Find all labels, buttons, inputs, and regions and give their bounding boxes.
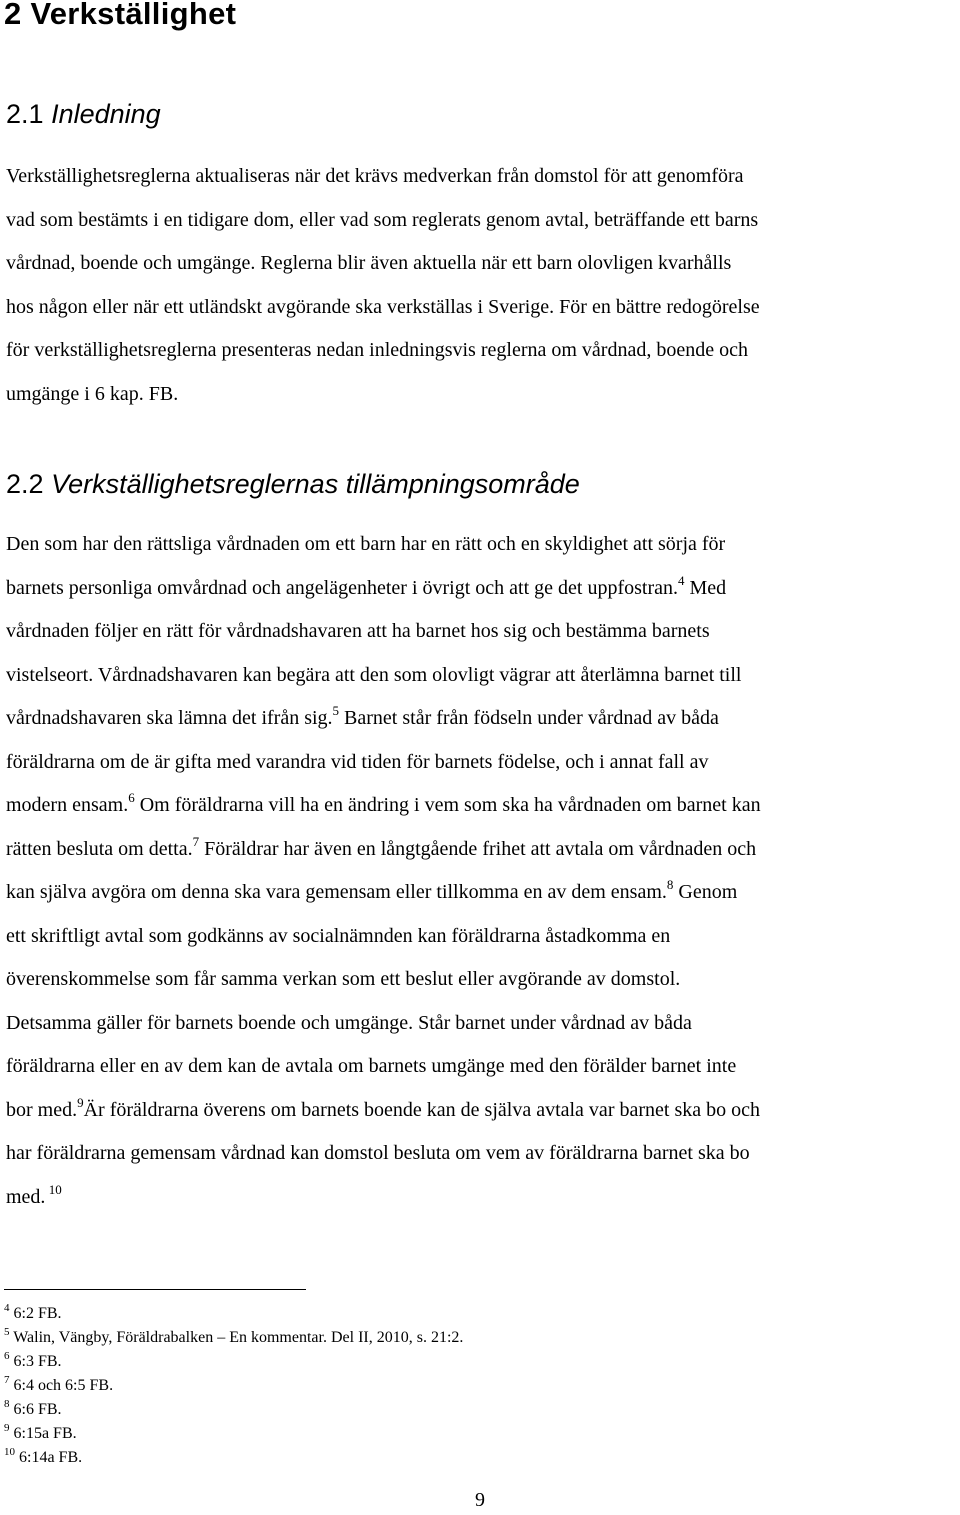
text-run: vårdnaden följer en rätt för vårdnadshavaren att ha barnet hos sig och bestämma barnets [6,620,710,642]
text-line [6,828,960,872]
footnote-text: 6:6 FB. [9,1401,62,1418]
text-line: Verkställighetsreglerna aktualiseras när det krävs medverkan från domstol för att genomföra [6,165,744,187]
section-title: Verkställighetsreglernas tillämpningsområde [51,469,580,499]
footnote-number: 7 [4,1374,10,1386]
footnote-item [4,1374,463,1398]
section-title: Inledning [51,99,161,129]
text-line [6,871,960,915]
text-run: föräldrarna eller en av dem kan de avtala om barnets umgänge med den förälder barnet inte [6,1055,737,1077]
footnote-number: 5 [4,1326,10,1338]
text-run: med. [6,1185,46,1208]
footnote-item [4,1302,463,1326]
paragraph-tillampningsomrade [6,523,960,1219]
text-run: kan själva avgöra om denna ska vara gemensam eller tillkomma en av dem ensam. [6,881,667,903]
text-line [6,1089,960,1133]
text-run: Är föräldrarna överens om barnets boende kan de själva avtala var barnet ska bo och [83,1098,760,1121]
footnote-item [4,1446,463,1470]
text-line [6,1132,960,1176]
text-run: bor med. [6,1098,78,1121]
text-run: vårdnadshavaren ska lämna det ifrån sig. [6,707,333,729]
text-run: Detsamma gäller för barnets boende och umgänge. Står barnet under vårdnad av båda [6,1011,692,1034]
footnote-text: 6:14a FB. [15,1449,83,1466]
chapter-heading: 2 Verkställighet [4,0,237,31]
footnote-number: 8 [4,1398,10,1410]
footnote-item [4,1422,463,1446]
text-run: rätten besluta om detta. [6,837,193,860]
footnotes [4,1302,463,1470]
text-line [6,1045,960,1089]
footnote-separator [4,1289,306,1290]
text-run: vistelseort. Vårdnadshavaren kan begära att den som olovligt vägrar att återlämna barnet till [6,663,742,686]
footnote-item [4,1350,463,1374]
footnote-text: 6:3 FB. [9,1353,62,1370]
text-line: umgänge i 6 kap. FB. [6,382,179,405]
footnote-text: 6:15a FB. [9,1425,77,1442]
text-run: har föräldrarna gemensam vårdnad kan domstol besluta om vem av föräldrarna barnet ska bo [6,1142,750,1164]
text-run: ett skriftligt avtal som godkänns av socialnämnden kan föräldrarna åstadkomma en [6,924,671,947]
footnote-text: 6:4 och 6:5 FB. [9,1377,114,1394]
footnote-text: 6:2 FB. [9,1305,62,1322]
text-run: överenskommelse som får samma verkan som ett beslut eller avgörande av domstol. [6,968,681,990]
text-run: barnets personliga omvårdnad och angelägenheter i övrigt och att ge det uppfostran. [6,576,678,599]
footnote-reference[interactable]: 5 [332,703,340,718]
text-line: vårdnad, boende och umgänge. Reglerna blir även aktuella när ett barn olovligen kvarhålls [6,252,732,274]
text-run: Föräldrar har även en långtgående frihet att avtala om vårdnaden och [199,837,757,860]
text-line: hos någon eller när ett utländskt avgörande ska verkställas i Sverige. För en bättre redogörelse [6,295,760,318]
footnote-item [4,1398,463,1422]
text-run: Med [684,576,727,599]
footnote-reference[interactable]: 8 [666,877,674,892]
section-number: 2.2 [6,469,44,499]
footnote-number: 6 [4,1350,10,1362]
footnote-number: 9 [4,1422,10,1434]
footnote-item [4,1326,463,1350]
section-heading-inledning [6,96,161,132]
footnote-reference[interactable]: 10 [45,1181,62,1197]
text-line: vad som bestämts i en tidigare dom, eller vad som reglerats genom avtal, beträffande ett barns [6,208,759,231]
footnote-reference[interactable]: 9 [77,1094,84,1110]
text-run: Om föräldrarna vill ha en ändring i vem som ska ha vårdnaden om barnet kan [134,794,761,816]
text-line [6,784,960,828]
footnote-text: Walin, Vängby, Föräldrabalken – En kommentar. Del II, 2010, s. 21:2. [9,1329,464,1346]
text-line [6,915,960,959]
text-line [6,697,960,741]
text-line [6,1002,960,1046]
text-line: för verkställighetsreglerna presenteras nedan inledningsvis reglerna om vårdnad, boende och [6,339,748,361]
text-run: föräldrarna om de är gifta med varandra vid tiden för barnets födelse, och i annat fall av [6,750,709,773]
page-number: 9 [475,1489,485,1511]
section-heading-tillampningsomrade [6,466,580,502]
text-run: modern ensam. [6,794,129,816]
text-line [6,654,960,698]
text-line [6,741,960,785]
text-run: Barnet står från födseln under vårdnad av båda [339,707,719,729]
text-run: Genom [673,881,738,903]
paragraph-inledning [6,155,960,416]
text-line [6,567,960,611]
text-line [6,958,960,1002]
text-run: Den som har den rättsliga vårdnaden om ett barn har en rätt och en skyldighet att sörja för [6,533,726,555]
footnote-number: 10 [4,1446,15,1458]
footnote-reference[interactable]: 7 [192,833,200,849]
text-line [6,1176,960,1220]
footnote-reference[interactable]: 6 [128,790,135,805]
text-line [6,523,960,567]
section-number: 2.1 [6,99,44,129]
footnote-number: 4 [4,1302,10,1314]
text-line [6,610,960,654]
footnote-reference[interactable]: 4 [678,572,685,588]
